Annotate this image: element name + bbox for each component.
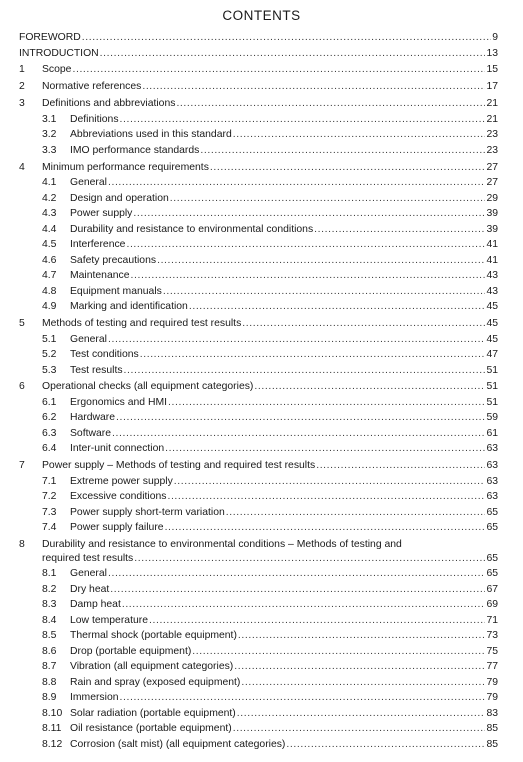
toc-entry-page: 39 [486,223,498,235]
dot-leader [242,317,485,331]
toc-entry-label: Normative references [42,81,142,93]
toc-entry-label: Design and operation [70,192,169,204]
toc-entry-page: 73 [486,630,498,642]
toc-entry-page: 63 [486,460,498,472]
toc-entry-label: Scope [42,64,72,76]
toc-entry-page: 85 [486,723,498,735]
toc-entry-label: Equipment manuals [70,285,162,297]
toc-entry-page: 63 [486,443,498,455]
dot-leader [316,459,485,473]
dot-leader [233,128,486,142]
toc-entry-page: 41 [486,254,498,266]
toc-entry-label: FOREWORD [19,32,81,43]
toc-entry-number: 4.4 [42,223,57,235]
dot-leader [314,223,485,237]
toc-entry-page: 65 [486,522,498,534]
dot-leader [108,567,485,581]
dot-leader [210,161,486,175]
dot-leader [120,691,486,705]
toc-entry-number: 5.3 [42,364,57,376]
dot-leader [131,269,486,283]
toc-entry-page: 79 [486,676,498,688]
toc-entry-number: 8.7 [42,661,57,673]
toc-entry-page: 63 [486,475,498,487]
toc-entry-number: 1 [19,64,25,76]
toc-entry-number: 6.3 [42,427,57,439]
toc-entry-label: Durability and resistance to environmental conditions – Methods of testing and [42,539,402,551]
toc-entry-label: Interference [70,239,126,251]
toc-entry-label: Maintenance [70,270,130,282]
toc-entry-page: 27 [486,161,498,173]
toc-entry-page: 59 [486,412,498,424]
dot-leader [126,238,485,252]
toc-entry-label: Extreme power supply [70,475,173,487]
toc-entry-number: 4.3 [42,208,57,220]
toc-entry-label: Thermal shock (portable equipment) [70,630,237,642]
dot-leader [108,333,485,347]
toc-entry-number: 8.5 [42,630,57,642]
toc-entry-label: Software [70,427,112,439]
dot-leader [176,97,485,111]
dot-leader [116,411,485,425]
toc-entry-label: Ergonomics and HMI [70,396,168,408]
toc-entry-label: Corrosion (salt mist) (all equipment categories) [70,738,286,750]
toc-entry-page: 77 [486,661,498,673]
dot-leader [108,176,485,190]
dot-leader [149,614,485,628]
dot-leader [192,645,485,659]
toc-entry-page: 65 [486,506,498,518]
dot-leader [133,207,485,221]
toc-entry-page: 71 [486,614,498,626]
dot-leader [241,676,485,690]
toc-entry-page: 43 [486,285,498,297]
toc-entry-label: Power supply short-term variation [70,506,225,518]
dot-leader [237,707,486,721]
dot-leader [234,660,485,674]
toc-entry-label: Durability and resistance to environmental conditions [70,223,314,235]
toc-entry-label: Immersion [70,692,119,704]
toc-entry-number: 7 [19,460,25,472]
dot-leader [142,80,485,94]
toc-entry-number: 2 [19,81,25,93]
toc-entry-number: 6.4 [42,443,57,455]
toc-entry-number: 8.8 [42,676,57,688]
toc-entry-label: Drop (portable equipment) [70,645,192,657]
dot-leader [82,31,491,45]
toc-entry-number: 3.1 [42,113,57,125]
toc-entry-label: Inter-unit connection [70,443,165,455]
toc-entry-page: 65 [486,568,498,580]
toc-entry-page: 51 [486,364,498,376]
toc-entry-label: Vibration (all equipment categories) [70,661,234,673]
toc-entry-label: Operational checks (all equipment categories) [42,381,254,393]
dot-leader [163,285,486,299]
toc-entry-number: 4.5 [42,239,57,251]
toc-entry-page: 39 [486,208,498,220]
toc-entry-label: Methods of testing and required test results [42,318,242,329]
toc-entry-label: General [70,177,107,189]
toc-entry-number: 8 [19,539,25,551]
toc-entry-number: 7.2 [42,491,57,503]
toc-entry-label: INTRODUCTION [19,47,99,59]
toc-entry-number: 5.1 [42,333,57,345]
toc-entry-page: 45 [486,318,498,329]
toc-entry-number: 8.1 [42,568,57,580]
toc-entry-label: Low temperature [70,614,148,626]
toc-entry-number: 8.6 [42,645,57,657]
toc-entry-label: Test results [70,364,123,376]
toc-entry-page: 83 [486,707,498,719]
dot-leader [167,490,485,504]
toc-entry-page: 21 [486,113,498,125]
toc-entry-number: 4.2 [42,192,57,204]
toc-entry-page: 23 [486,144,498,156]
dot-leader [110,583,485,597]
dot-leader [124,364,486,378]
toc-entry-label: Minimum performance requirements [42,161,209,173]
toc-entry-page: 41 [486,239,498,251]
toc-entry-label: Rain and spray (exposed equipment) [70,676,241,688]
toc-entry-number: 4.6 [42,254,57,266]
toc-entry-number: 8.2 [42,583,57,595]
dot-leader [174,475,486,489]
toc-entry-page: 27 [486,177,498,189]
toc-entry-label: Power supply failure [70,522,164,534]
toc-entry-number: 5 [19,318,25,329]
toc-entry-number: 7.3 [42,506,57,518]
toc-entry-label: General [70,568,107,580]
toc-entry-page: 13 [486,47,498,59]
toc-entry-label: Damp heat [70,599,121,611]
toc-entry-number: 5.2 [42,349,57,360]
dot-leader [226,506,486,520]
dot-leader [157,254,485,268]
toc-entry-number: 4.9 [42,301,57,313]
dot-leader [238,629,486,643]
toc-entry-page: 9 [492,32,498,43]
toc-entry-page: 51 [486,396,498,408]
toc-entry-label: Power supply – Methods of testing and required test results [42,460,316,472]
toc-entry-label: Dry heat [70,583,110,595]
toc-entry-page: 75 [486,645,498,657]
toc-entry-page: 85 [486,738,498,750]
toc-entry-number: 6 [19,381,25,393]
toc-entry-number: 4.8 [42,285,57,297]
toc-entry-number: 4.1 [42,177,57,189]
dot-leader [189,300,486,314]
toc-entry-page: 69 [486,599,498,611]
toc-entry-page: 45 [486,301,498,313]
toc-entry-page: 15 [486,64,498,76]
toc-entry-number: 7.4 [42,522,57,534]
toc-entry-number: 4.7 [42,270,57,282]
toc-entry-label: Definitions [70,113,119,125]
toc-entry-number: 8.3 [42,599,57,611]
toc-entry-number: 8.12 [42,738,63,750]
dot-leader [286,738,485,752]
dot-leader [165,442,485,456]
toc-entry-page: 79 [486,692,498,704]
toc-entry-page: 67 [486,583,498,595]
toc-entry-number: 8.11 [42,723,62,735]
dot-leader [233,722,486,736]
page-title: CONTENTS [222,8,301,23]
toc-entry-number: 8.10 [42,707,63,719]
toc-entry-label: Power supply [70,208,133,220]
toc-entry-label: Test conditions [70,349,139,360]
toc-entry-label-continued: required test results [42,552,134,564]
toc-entry-page: 65 [486,552,498,564]
dot-leader [200,144,485,158]
dot-leader [100,47,486,61]
toc-entry-page: 45 [486,333,498,345]
dot-leader [72,63,485,77]
dot-leader [122,598,486,612]
dot-leader [165,521,486,535]
toc-entry-page: 23 [486,129,498,141]
toc-entry-number: 6.2 [42,412,57,424]
toc-entry-page: 61 [486,427,498,439]
toc-entry-label: Definitions and abbreviations [42,98,176,110]
toc-entry-label: IMO performance standards [70,144,200,156]
toc-entry-number: 8.9 [42,692,57,704]
toc-entry-number: 7.1 [42,475,57,487]
toc-entry-page: 51 [486,381,498,393]
dot-leader [112,427,485,441]
toc-entry-number: 6.1 [42,396,57,408]
toc-entry-label: Solar radiation (portable equipment) [70,707,236,719]
toc-entry-number: 4 [19,161,25,173]
toc-entry-label: Hardware [70,412,116,424]
dot-leader [140,348,486,362]
toc-entry-page: 47 [486,349,498,360]
toc-entry-label: General [70,333,107,345]
toc-entry-page: 21 [486,98,498,110]
toc-entry-page: 63 [486,491,498,503]
toc-entry-page: 17 [486,81,498,93]
dot-leader [254,380,485,394]
toc-entry-number: 3.3 [42,144,57,156]
toc-entry-label: Abbreviations used in this standard [70,129,232,141]
dot-leader [170,192,486,206]
dot-leader [120,113,486,127]
toc-entry-number: 3.2 [42,129,57,141]
toc-entry-label: Excessive conditions [70,491,167,503]
toc-entry-page: 29 [486,192,498,204]
toc-entry-page: 43 [486,270,498,282]
toc-entry-number: 3 [19,98,25,110]
toc-entry-label: Oil resistance (portable equipment) [70,723,232,735]
toc-entry-label: Safety precautions [70,254,157,266]
dot-leader [134,552,485,566]
dot-leader [168,396,485,410]
toc-entry-label: Marking and identification [70,301,188,313]
toc-entry-number: 8.4 [42,614,57,626]
